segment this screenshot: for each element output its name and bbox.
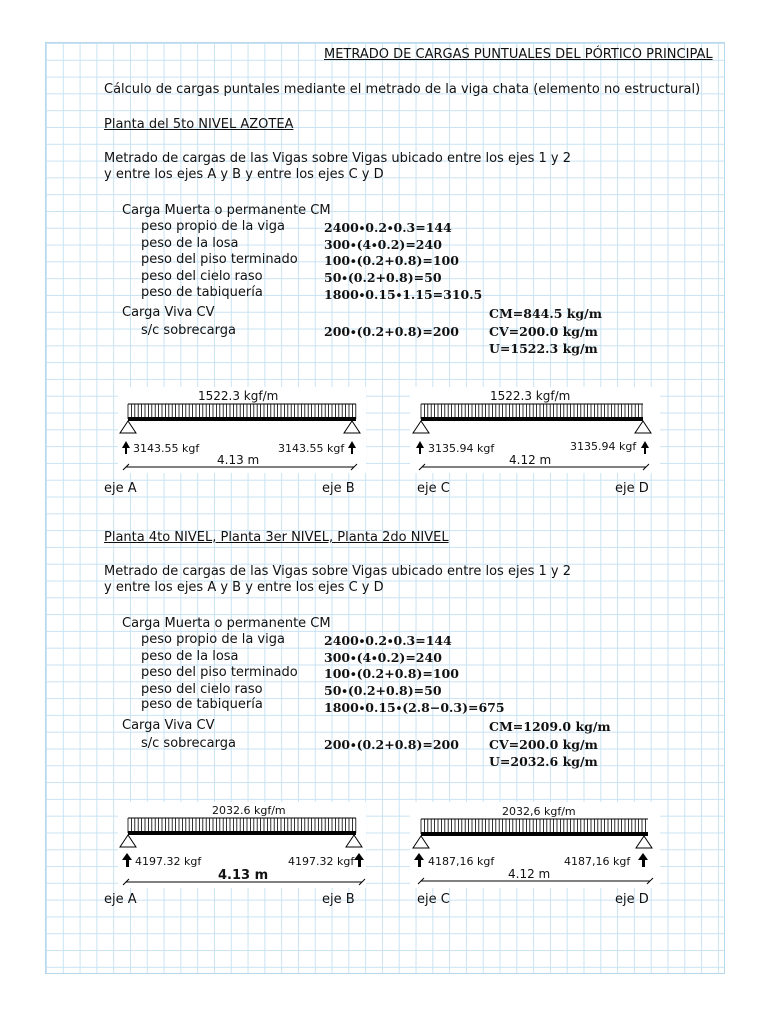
beam-diagram-a-b bbox=[118, 387, 366, 473]
section2-cv-total: CV=200.0 kg/m bbox=[489, 737, 598, 752]
axis-label-right: eje D bbox=[615, 481, 649, 496]
page-title: METRADO DE CARGAS PUNTUALES DEL PÓRTICO PRINCIPAL bbox=[324, 47, 713, 62]
right-reaction-label: 3135.94 kgf bbox=[570, 440, 637, 453]
load-ticks bbox=[128, 818, 356, 833]
section2-row-label: peso del cielo raso bbox=[141, 682, 263, 697]
section1-cm-total: CM=844.5 kg/m bbox=[489, 306, 602, 321]
section2-row-label: peso de tabiquería bbox=[141, 697, 263, 712]
section1-desc-line1: Metrado de cargas de las Vigas sobre Vigas ubicado entre los ejes 1 y 2 bbox=[104, 151, 571, 166]
section1-row-formula: 2400∙0.2∙0.3=144 bbox=[324, 220, 452, 235]
beam-diagram-c-d bbox=[410, 387, 660, 473]
section1-row-label: peso de la losa bbox=[141, 236, 239, 251]
section1-desc-line2: y entre los ejes A y B y entre los ejes C y D bbox=[104, 167, 384, 182]
axis-label-left: eje C bbox=[417, 892, 450, 907]
section1-u-total: U=1522.3 kg/m bbox=[489, 341, 598, 356]
section2-row-formula: 50∙(0.2+0.8)=50 bbox=[324, 683, 442, 698]
load-ticks bbox=[128, 404, 356, 419]
span-length-label: 4.13 m bbox=[217, 453, 260, 467]
section1-cv-total: CV=200.0 kg/m bbox=[489, 324, 598, 339]
section1-cm-title: Carga Muerta o permanente CM bbox=[122, 203, 331, 218]
section1-row-formula: 50∙(0.2+0.8)=50 bbox=[324, 270, 442, 285]
section2-row-label: peso propio de la viga bbox=[141, 632, 285, 647]
section2-desc-line1: Metrado de cargas de las Vigas sobre Vigas ubicado entre los ejes 1 y 2 bbox=[104, 564, 571, 579]
intro-text: Cálculo de cargas puntales mediante el metrado de la viga chata (elemento no estructural) bbox=[104, 82, 701, 97]
section1-row-formula: 100∙(0.2+0.8)=100 bbox=[324, 253, 459, 268]
distributed-load-label: 1522.3 kgf/m bbox=[490, 389, 571, 403]
section2-row-formula: 300∙(4∙0.2)=240 bbox=[324, 650, 442, 665]
span-length-label: 4.12 m bbox=[509, 453, 552, 467]
load-ticks bbox=[421, 819, 645, 834]
right-reaction-label: 4197.32 kgf bbox=[288, 855, 355, 868]
right-reaction-label: 3143.55 kgf bbox=[278, 442, 345, 455]
distributed-load-label: 2032.6 kgf/m bbox=[212, 804, 286, 817]
section1-sc-label: s/c sobrecarga bbox=[141, 323, 236, 338]
section1-sc-formula: 200∙(0.2+0.8)=200 bbox=[324, 324, 459, 339]
section2-row-label: peso de la losa bbox=[141, 649, 239, 664]
section2-row-formula: 1800∙0.15∙(2.8−0.3)=675 bbox=[324, 700, 505, 715]
axis-label-right: eje B bbox=[322, 892, 355, 907]
section1-row-label: peso propio de la viga bbox=[141, 219, 285, 234]
left-reaction-label: 3135.94 kgf bbox=[428, 442, 495, 455]
axis-label-left: eje A bbox=[104, 892, 137, 907]
section1-row-label: peso del cielo raso bbox=[141, 269, 263, 284]
section1-cv-title: Carga Viva CV bbox=[122, 305, 215, 320]
section2-u-total: U=2032.6 kg/m bbox=[489, 754, 598, 769]
section1-heading: Planta del 5to NIVEL AZOTEA bbox=[104, 117, 294, 132]
section2-sc-formula: 200∙(0.2+0.8)=200 bbox=[324, 737, 459, 752]
section2-cm-title: Carga Muerta o permanente CM bbox=[122, 616, 331, 631]
section1-row-label: peso del piso terminado bbox=[141, 252, 298, 267]
axis-label-left: eje C bbox=[417, 481, 450, 496]
section2-cv-title: Carga Viva CV bbox=[122, 718, 215, 733]
section1-row-formula: 300∙(4∙0.2)=240 bbox=[324, 237, 442, 252]
axis-label-right: eje D bbox=[615, 892, 649, 907]
section2-heading: Planta 4to NIVEL, Planta 3er NIVEL, Planta 2do NIVEL bbox=[104, 530, 449, 545]
distributed-load-label: 2032,6 kgf/m bbox=[502, 805, 576, 818]
section2-row-formula: 2400∙0.2∙0.3=144 bbox=[324, 633, 452, 648]
span-length-label: 4.12 m bbox=[508, 867, 551, 881]
section2-row-label: peso del piso terminado bbox=[141, 665, 298, 680]
section2-row-formula: 100∙(0.2+0.8)=100 bbox=[324, 666, 459, 681]
section2-desc-line2: y entre los ejes A y B y entre los ejes C y D bbox=[104, 580, 384, 595]
axis-label-left: eje A bbox=[104, 481, 137, 496]
left-reaction-label: 3143.55 kgf bbox=[133, 442, 200, 455]
axis-label-right: eje B bbox=[322, 481, 355, 496]
distributed-load-label: 1522.3 kgf/m bbox=[198, 389, 279, 403]
beam-diagram-c-d bbox=[410, 802, 660, 888]
left-reaction-label: 4197.32 kgf bbox=[135, 855, 202, 868]
right-reaction-label: 4187,16 kgf bbox=[564, 855, 631, 868]
left-reaction-label: 4187,16 kgf bbox=[428, 855, 495, 868]
section2-cm-total: CM=1209.0 kg/m bbox=[489, 719, 611, 734]
span-length-label: 4.13 m bbox=[218, 868, 269, 883]
section1-row-label: peso de tabiquería bbox=[141, 285, 263, 300]
load-ticks bbox=[421, 404, 642, 419]
section1-row-formula: 1800∙0.15∙1.15=310.5 bbox=[324, 287, 483, 302]
beam-diagram-a-b bbox=[118, 802, 366, 888]
section2-sc-label: s/c sobrecarga bbox=[141, 736, 236, 751]
